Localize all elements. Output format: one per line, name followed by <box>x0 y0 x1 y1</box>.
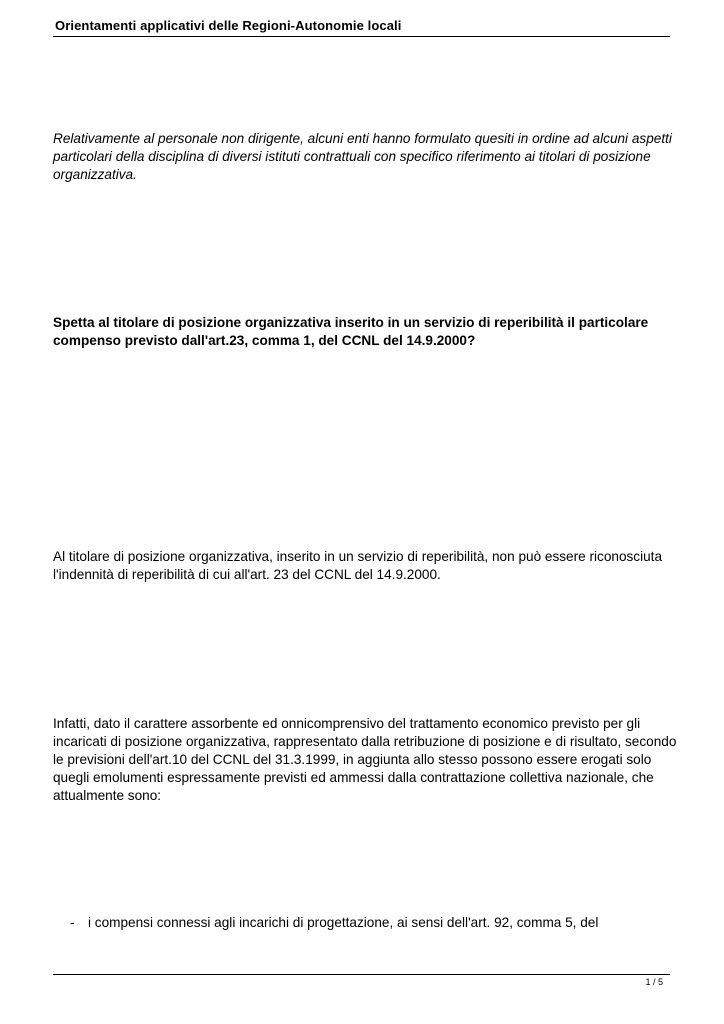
header-divider <box>53 36 670 37</box>
page-header-title: Orientamenti applicativi delle Regioni-Autonomie locali <box>55 18 402 33</box>
intro-paragraph: Relativamente al personale non dirigente, alcuni enti hanno formulato quesiti in ordine ad alcuni aspetti particolari della disciplina di diversi istituti contrattuali con specifico riferimento ai titolari di posizione organizzativa. <box>53 131 672 182</box>
footer-divider <box>53 974 670 975</box>
list-item-text: i compensi connessi agli incarichi di progettazione, ai sensi dell'art. 92, comma 5, del <box>88 915 599 930</box>
page-number: 1 / 5 <box>645 977 663 987</box>
bullet-dash: - <box>70 915 75 930</box>
explanation-paragraph: Infatti, dato il carattere assorbente ed onnicomprensivo del trattamento economico previsto per gli incaricati di posizione organizzativa, rappresentato dalla retribuzione di posizione e di risultato, secondo le previsioni dell'art.10 del CCNL del 31.3.1999, in aggiunta allo stesso possono essere erogati solo quegli emolumenti espressamente previsti ed ammessi dalla contrattazione collettiva nazionale, che attualmente sono: <box>53 716 677 803</box>
question-paragraph: Spetta al titolare di posizione organizzativa inserito in un servizio di reperibilità il particolare compenso previsto dall'art.23, comma 1, del CCNL del 14.9.2000? <box>53 315 649 348</box>
answer-paragraph: Al titolare di posizione organizzativa, inserito in un servizio di reperibilità, non può essere riconosciuta l'indennità di reperibilità di cui all'art. 23 del CCNL del 14.9.2000. <box>53 549 663 582</box>
list-item <box>70 914 680 932</box>
